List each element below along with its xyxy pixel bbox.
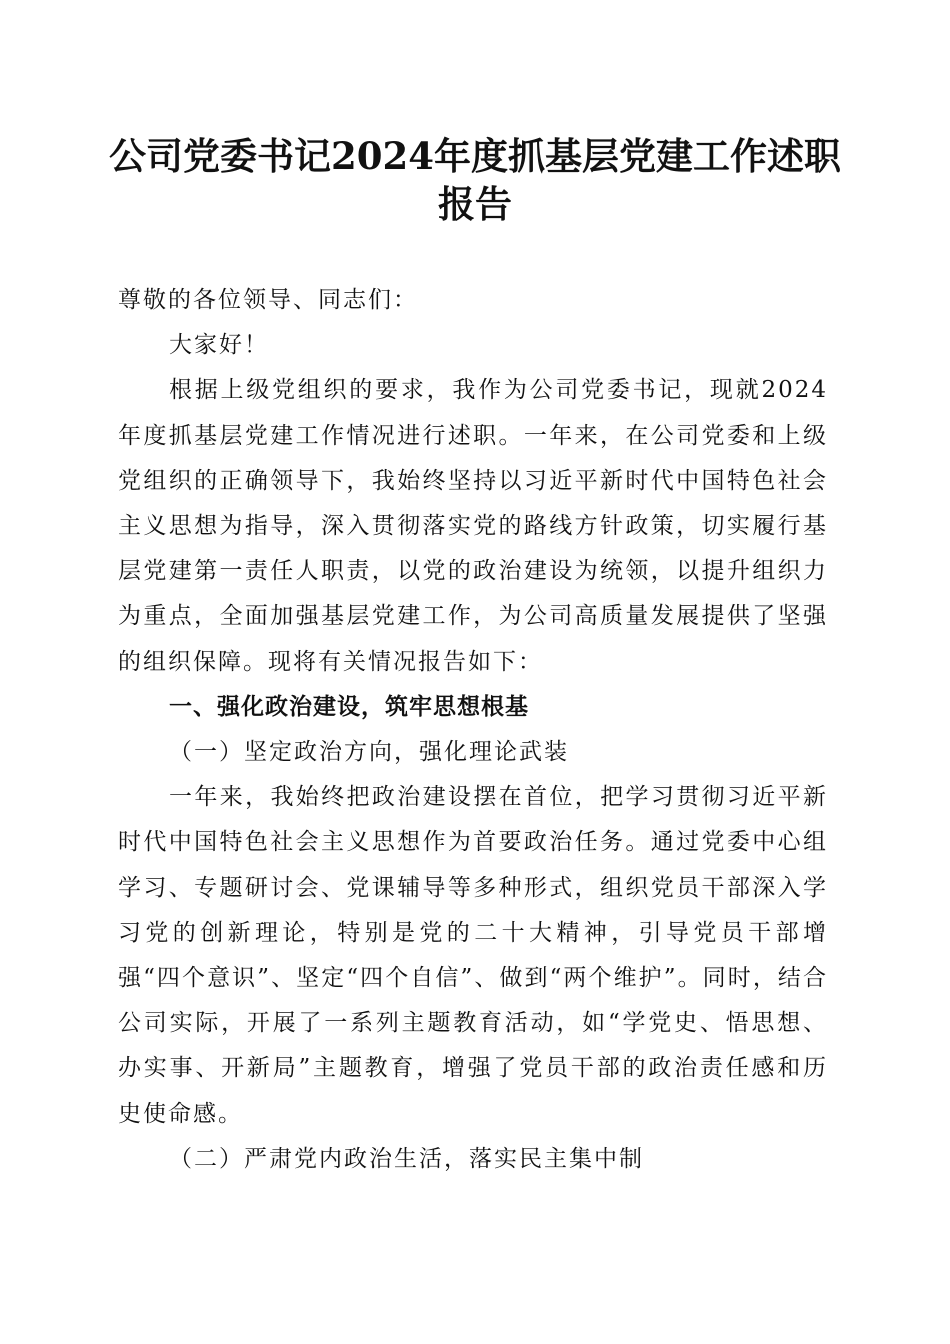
document-body xyxy=(118,278,828,1182)
section-heading-1: 一、强化政治建设，筑牢思想根基 xyxy=(169,693,529,720)
subsection-heading-2: （二）严肃党内政治生活，落实民主集中制 xyxy=(169,1145,644,1172)
subsection-heading-1: （一）坚定政治方向，强化理论武装 xyxy=(169,739,569,766)
salutation: 尊敬的各位领导、同志们： xyxy=(118,287,418,313)
intro-paragraph: 根据上级党组织的要求，我作为公司党委书记，现就2024年度抓基层党建工作情况进行述职。一年来，在公司党委和上级党组织的正确领导下，我始终坚持以习近平新时代中国特色社会主义思想为指导，深入贯彻落实党的路线方针政策，切实履行基层党建第一责任人职责，以党的政治建设为统领，以提升组织力为重点，全面加强基层党建工作，为公司高质量发展提供了坚强的组织保障。现将有关情况报告如下： xyxy=(118,377,828,675)
document-title: 公司党委书记2024年度抓基层党建工作述职报告 xyxy=(109,134,841,226)
subsection-1-paragraph: 一年来，我始终把政治建设摆在首位，把学习贯彻习近平新时代中国特色社会主义思想作为首要政治任务。通过党委中心组学习、专题研讨会、党课辅导等多种形式，组织党员干部深入学习党的创新理论，特别是党的二十大精神，引导党员干部增强“四个意识”、坚定“四个自信”、做到“两个维护”。同时，结合公司实际，开展了一系列主题教育活动，如“学党史、悟思想、办实事、开新局”主题教育，增强了党员干部的政治责任感和历史使命感。 xyxy=(118,784,828,1127)
greeting: 大家好！ xyxy=(169,332,269,359)
